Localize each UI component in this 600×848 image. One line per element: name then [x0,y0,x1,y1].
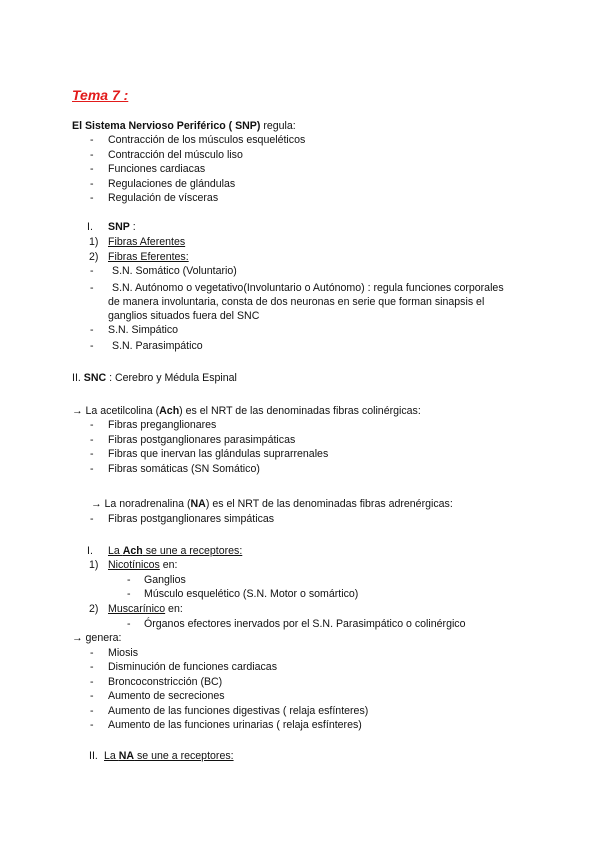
muscarinic-rest: en: [165,603,183,615]
list-dash: - [90,448,94,460]
efferent-label: Fibras Eferentes: [108,251,189,263]
ach-receptors-abbr: Ach [122,545,143,557]
section1-heading [108,220,136,235]
list-dash: - [90,178,94,190]
list-item: Fibras que inervan las glándulas suprarrenales [108,448,329,460]
list-dash: - [90,719,94,731]
ach-intro-rest: ) es el NRT de las denominadas fibras colinérgicas: [179,405,421,417]
section-numeral: II. [89,750,98,762]
list-dash: - [90,647,94,659]
list-dash: - [90,282,94,294]
list-item: Contracción del músculo liso [108,149,243,161]
section-numeral: I. [87,545,93,557]
list-dash: - [90,513,94,525]
nicotinic-rest: en: [159,559,178,571]
list-item: Músculo esquelético (S.N. Motor o somártico) [144,588,359,600]
list-item: Aumento de las funciones digestivas ( relaja esfínteres) [108,705,369,717]
snp-intro [72,119,296,134]
list-item-continuation: de manera involuntaria, consta de dos neuronas en serie que forman sinapsis el [108,296,485,308]
na-intro-prefix: → La noradrenalina ( [91,498,191,510]
list-item: Fibras somáticas (SN Somático) [108,463,260,475]
list-item: Fibras preganglionares [108,419,217,431]
list-number: 1) [89,236,99,248]
list-item: S.N. Simpático [108,324,179,336]
list-item: S.N. Autónomo o vegetativo(Involuntario o Autónomo) : regula funciones corporales [112,282,504,294]
section1-colon: : [129,221,136,233]
list-item: Aumento de secreciones [108,690,225,702]
list-dash: - [90,690,94,702]
na-intro-abbr: NA [190,498,206,510]
section-numeral: I. [87,221,93,233]
muscarinic-label: Muscarínico [108,603,166,615]
na-receptors-pre: La [104,750,119,762]
list-dash: - [90,192,94,204]
list-dash: - [90,705,94,717]
list-item: Contracción de los músculos esqueléticos [108,134,306,146]
list-dash: - [90,340,94,352]
snp-intro-bold: El Sistema Nervioso Periférico ( SNP) [72,120,261,132]
nicotinic-label: Nicotínicos [108,559,160,571]
list-item: Disminución de funciones cardiacas [108,661,277,673]
ach-receptors-heading [108,544,242,559]
ach-receptors-heading-text [108,545,242,557]
list-item-continuation: ganglios situados fuera del SNC [108,310,260,322]
list-dash: - [90,149,94,161]
section2-rest: : Cerebro y Médula Espinal [106,372,237,384]
ach-intro-abbr: Ach [159,405,180,417]
list-dash: - [90,163,94,175]
list-dash: - [90,676,94,688]
list-item: Fibras postganglionares simpáticas [108,513,275,525]
list-dash: - [127,574,131,586]
ach-receptors-pre: La [108,545,123,557]
afferent-fibers [108,235,185,250]
section2-heading [72,371,237,386]
section2-prefix: II. [72,372,84,384]
nicotinic-line [108,558,177,573]
list-item: Ganglios [144,574,186,586]
list-dash: - [127,618,131,630]
list-dash: - [90,419,94,431]
na-intro-rest: ) es el NRT de las denominadas fibras adrenérgicas: [205,498,453,510]
list-item: Regulaciones de glándulas [108,178,236,190]
genera-label: → genera: [72,632,122,644]
section2-label: SNC [83,372,107,384]
list-dash: - [90,324,94,336]
na-receptors-abbr: NA [118,750,135,762]
list-number: 2) [89,603,99,615]
muscarinic-line [108,602,183,617]
list-item: S.N. Somático (Voluntario) [112,265,237,277]
list-item: Miosis [108,647,139,659]
afferent-label: Fibras Aferentes [108,236,186,248]
list-dash: - [90,463,94,475]
list-item: Regulación de vísceras [108,192,219,204]
list-dash: - [90,265,94,277]
list-item: Funciones cardiacas [108,163,206,175]
na-receptors-heading-text [104,750,234,762]
list-dash: - [90,661,94,673]
section1-label: SNP [108,221,130,233]
ach-intro [72,404,421,419]
page-title: Tema 7 : [72,87,129,103]
list-item: S.N. Parasimpático [112,340,203,352]
list-item: Órganos efectores inervados por el S.N. Parasimpático o colinérgico [144,618,466,630]
list-dash: - [90,134,94,146]
list-dash: - [90,434,94,446]
list-number: 1) [89,559,99,571]
na-receptors-heading [104,749,234,764]
list-item: Aumento de las funciones urinarias ( relaja esfínteres) [108,719,362,731]
list-dash: - [127,588,131,600]
ach-receptors-post: se une a receptores: [142,545,243,557]
list-item: Fibras postganglionares parasimpáticas [108,434,296,446]
list-item: Broncoconstricción (BC) [108,676,223,688]
na-receptors-post: se une a receptores: [134,750,234,762]
list-number: 2) [89,251,99,263]
snp-intro-rest: regula: [260,120,296,132]
efferent-fibers [108,250,189,265]
na-intro [91,497,453,512]
ach-intro-prefix: → La acetilcolina ( [72,405,160,417]
